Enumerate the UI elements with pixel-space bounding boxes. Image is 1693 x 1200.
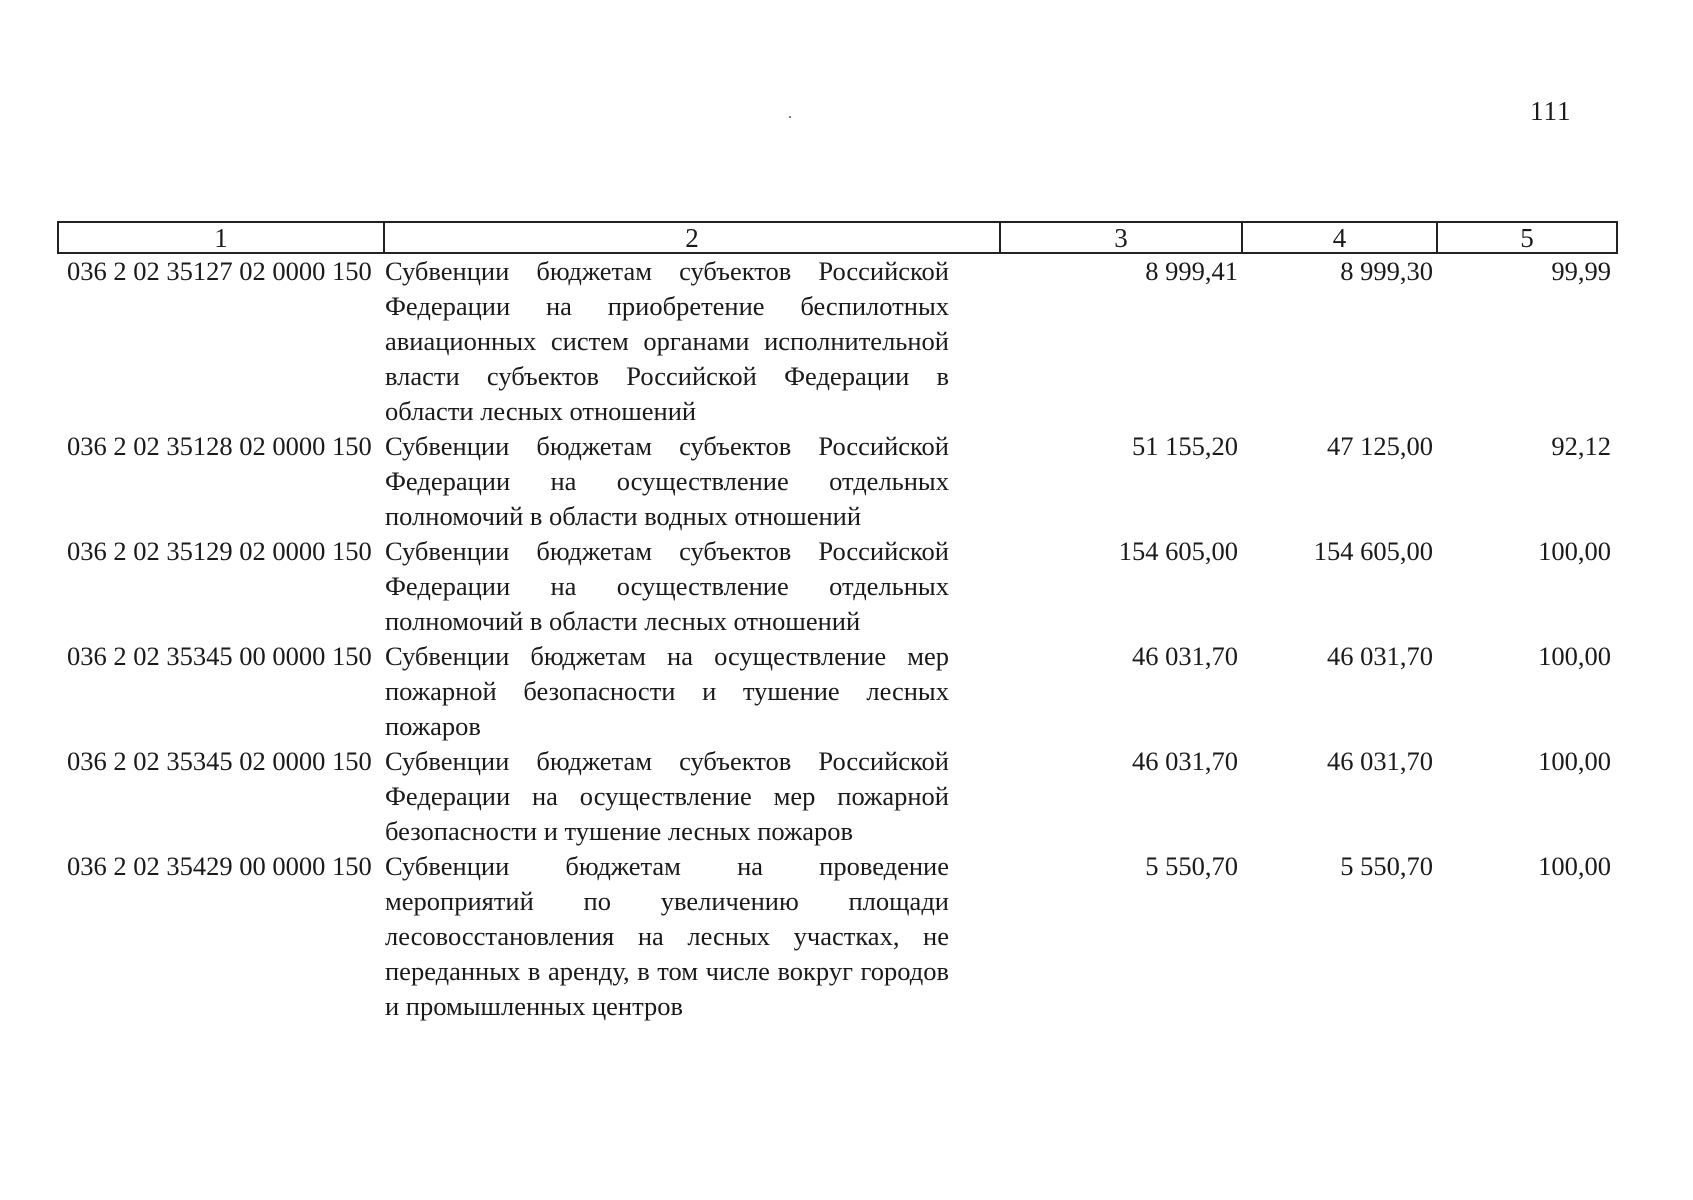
row-code: 036 2 02 35429 00 0000 150 <box>67 851 372 881</box>
row-name: Субвенции бюджетам на проведение мероприятий по увеличению площади лесовосстановления на лесных участках, не переданных в аренду, в том числе вокруг городов и промышленных центров <box>385 851 949 1021</box>
row-code: 036 2 02 35127 02 0000 150 <box>67 256 372 286</box>
row-name: Субвенции бюджетам субъектов Российской Федерации на осуществление отдельных полномочий в области водных отношений <box>385 431 949 531</box>
row-code: 036 2 02 35128 02 0000 150 <box>67 431 372 461</box>
row-value-col4: 46 031,70 <box>1327 746 1433 776</box>
row-value-col4: 5 550,70 <box>1340 851 1433 881</box>
row-value-col4: 47 125,00 <box>1327 431 1433 461</box>
row-value-col5: 100,00 <box>1538 641 1611 671</box>
header-cell-2: 2 <box>385 223 1001 252</box>
table-row <box>57 639 1618 744</box>
row-value-col4: 154 605,00 <box>1313 536 1433 566</box>
row-value-col3: 51 155,20 <box>1132 431 1238 461</box>
row-name: Субвенции бюджетам субъектов Российской Федерации на осуществление отдельных полномочий в области лесных отношений <box>385 536 949 636</box>
row-value-col3: 8 999,41 <box>1145 256 1238 286</box>
table-header <box>57 221 1618 254</box>
row-value-col4: 8 999,30 <box>1340 256 1433 286</box>
table-row <box>57 744 1618 849</box>
row-value-col5: 92,12 <box>1551 431 1611 461</box>
row-value-col3: 46 031,70 <box>1132 746 1238 776</box>
header-cell-4: 4 <box>1243 223 1438 252</box>
header-cell-3: 3 <box>1001 223 1243 252</box>
row-value-col5: 100,00 <box>1538 536 1611 566</box>
table-body <box>57 254 1618 1024</box>
header-cell-1: 1 <box>59 223 385 252</box>
row-value-col3: 46 031,70 <box>1132 641 1238 671</box>
row-value-col5: 99,99 <box>1551 256 1611 286</box>
row-value-col3: 154 605,00 <box>1118 536 1238 566</box>
table-row <box>57 254 1618 429</box>
row-code: 036 2 02 35129 02 0000 150 <box>67 536 372 566</box>
row-value-col4: 46 031,70 <box>1327 641 1433 671</box>
row-code: 036 2 02 35345 00 0000 150 <box>67 641 372 671</box>
page-number: 111 <box>1530 96 1572 126</box>
row-name: Субвенции бюджетам субъектов Российской Федерации на осуществление мер пожарной безопасности и тушение лесных пожаров <box>385 746 949 846</box>
table-row <box>57 534 1618 639</box>
header-cell-5: 5 <box>1520 223 1534 253</box>
row-value-col5: 100,00 <box>1538 851 1611 881</box>
row-name: Субвенции бюджетам субъектов Российской Федерации на приобретение беспилотных авиационных систем органами исполнительной власти субъектов Российской Федерации в области лесных отношений <box>385 256 949 426</box>
row-value-col5: 100,00 <box>1538 746 1611 776</box>
row-code: 036 2 02 35345 02 0000 150 <box>67 746 372 776</box>
table-row <box>57 429 1618 534</box>
table-row <box>57 849 1618 1024</box>
row-name: Субвенции бюджетам на осуществление мер пожарной безопасности и тушение лесных пожаров <box>385 641 949 741</box>
scan-speck <box>789 116 791 118</box>
row-value-col3: 5 550,70 <box>1145 851 1238 881</box>
